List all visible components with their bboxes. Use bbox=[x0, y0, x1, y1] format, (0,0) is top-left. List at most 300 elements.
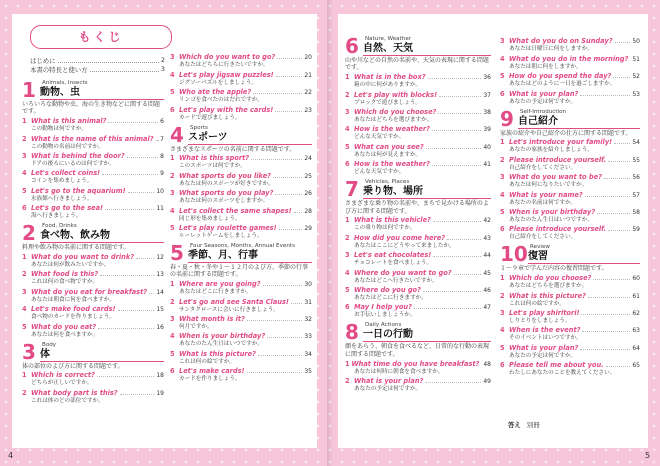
toc-entry[interactable] bbox=[500, 361, 640, 377]
entry-title: Where do you want to go? bbox=[354, 268, 452, 277]
entry-translation: あなたはどこへ行きたいですか。 bbox=[354, 277, 438, 284]
entry-page: 50 bbox=[632, 38, 640, 46]
entry-page: 61 bbox=[632, 292, 640, 300]
leader-dots bbox=[447, 239, 481, 240]
entry-row bbox=[22, 135, 164, 144]
entry-title: How did you come here? bbox=[354, 233, 446, 242]
entry-row bbox=[170, 154, 312, 163]
entry-number: 4 bbox=[500, 326, 505, 335]
entry-number: 1 bbox=[22, 252, 27, 261]
toc-entry[interactable] bbox=[22, 270, 164, 286]
entry-page: 58 bbox=[632, 208, 640, 216]
entry-number: 3 bbox=[22, 151, 27, 160]
entry-row bbox=[170, 350, 312, 359]
toc-entry[interactable] bbox=[345, 73, 491, 89]
entry-title: What is this picture? bbox=[509, 291, 586, 300]
section-number: 4 bbox=[170, 122, 184, 147]
entry-row bbox=[500, 292, 640, 301]
section-number: 6 bbox=[345, 34, 359, 58]
toc-entry[interactable] bbox=[500, 344, 640, 360]
section-description: 家族の紹介や自己紹介の仕方に関する問題です。 bbox=[500, 129, 632, 137]
toc-entry[interactable] bbox=[345, 303, 491, 319]
toc-entry[interactable] bbox=[345, 143, 491, 159]
entry-title: What do you want to be? bbox=[509, 173, 602, 182]
toc-entry[interactable] bbox=[22, 169, 164, 185]
entry-number: 4 bbox=[345, 125, 350, 134]
entry-page: 57 bbox=[632, 191, 640, 199]
toc-entry[interactable] bbox=[22, 187, 164, 203]
entry-page: 20 bbox=[304, 54, 312, 62]
toc-entry[interactable] bbox=[500, 208, 640, 224]
leader-dots bbox=[593, 279, 630, 280]
entry-row bbox=[500, 90, 640, 99]
toc-entry[interactable] bbox=[170, 350, 312, 366]
entry-title: What can you see? bbox=[354, 142, 424, 151]
entry-page: 55 bbox=[632, 156, 640, 164]
toc-entry[interactable] bbox=[170, 106, 312, 122]
entry-page: 47 bbox=[483, 304, 491, 312]
entry-translation: あなたは何時に朝食を食べますか。 bbox=[354, 368, 444, 375]
leader-dots bbox=[120, 394, 155, 395]
entry-number: 2 bbox=[345, 376, 350, 385]
toc-entry[interactable] bbox=[22, 305, 164, 321]
section-underline bbox=[188, 262, 312, 263]
entry-number: 1 bbox=[345, 73, 350, 82]
entry-translation: あなたはここにどうやって来ましたか。 bbox=[354, 242, 455, 249]
entry-title: What sports do you like? bbox=[179, 171, 271, 180]
entry-row bbox=[170, 280, 312, 289]
entry-title: Let's make food cards! bbox=[31, 305, 116, 314]
entry-title: Where do you go? bbox=[354, 285, 421, 294]
toc-entry[interactable] bbox=[170, 315, 312, 331]
section-description: 体の部位のよび方に関する問題です。 bbox=[22, 362, 124, 370]
section-english-title: Self-Introduction bbox=[520, 108, 567, 115]
leader-dots bbox=[58, 56, 159, 63]
leader-dots bbox=[432, 165, 481, 166]
toc-entry[interactable] bbox=[345, 377, 491, 393]
leader-dots bbox=[581, 314, 630, 315]
toc-entry[interactable] bbox=[22, 135, 164, 151]
entry-row bbox=[170, 207, 312, 216]
leader-dots bbox=[118, 310, 155, 311]
entry-row bbox=[500, 274, 640, 283]
entry-title: Who ate the apple? bbox=[179, 88, 252, 97]
entry-row bbox=[22, 288, 164, 297]
entry-number: 3 bbox=[345, 251, 350, 260]
entry-number: 1 bbox=[22, 371, 27, 380]
entry-row bbox=[22, 389, 164, 398]
leader-dots bbox=[606, 366, 631, 367]
toc-entry[interactable] bbox=[500, 55, 640, 71]
entry-number: 5 bbox=[22, 322, 27, 331]
toc-entry[interactable] bbox=[500, 191, 640, 207]
entry-number: 2 bbox=[170, 171, 175, 180]
section-description: １～９章で学んだ内容の復習問題です。 bbox=[500, 265, 608, 273]
intro-row[interactable] bbox=[30, 56, 165, 65]
toc-entry[interactable] bbox=[170, 71, 312, 87]
toc-entry[interactable] bbox=[345, 108, 491, 124]
toc-entry[interactable] bbox=[170, 224, 312, 240]
entry-title: What is in the box? bbox=[354, 73, 426, 82]
entry-translation: あなたは何になりたいですか。 bbox=[509, 182, 588, 189]
entry-number: 3 bbox=[170, 189, 175, 198]
entry-number: 4 bbox=[500, 54, 505, 63]
entry-page: 23 bbox=[304, 106, 312, 114]
entry-row bbox=[170, 224, 312, 233]
entry-row bbox=[500, 191, 640, 200]
section-english-title: Food, Drinks bbox=[42, 223, 77, 230]
entry-title: Let's play with the cards! bbox=[179, 105, 274, 114]
section-number: 2 bbox=[22, 221, 36, 246]
entry-translation: あなたは何が見えますか。 bbox=[354, 151, 422, 158]
entry-translation: ドアの後ろにいるのは何ですか。 bbox=[31, 160, 115, 167]
section-header bbox=[22, 339, 164, 364]
leader-dots bbox=[100, 275, 154, 276]
toc-entry[interactable] bbox=[345, 125, 491, 141]
toc-entry[interactable] bbox=[345, 160, 491, 176]
entry-row bbox=[170, 71, 312, 80]
entry-number: 4 bbox=[22, 305, 27, 314]
toc-entry[interactable] bbox=[500, 309, 640, 325]
leader-dots bbox=[608, 161, 630, 162]
entry-row bbox=[500, 156, 640, 165]
toc-entry[interactable] bbox=[170, 367, 312, 383]
entry-title: Let's go to the sea! bbox=[31, 204, 104, 213]
leader-dots bbox=[608, 230, 630, 231]
entry-number: 2 bbox=[500, 291, 505, 300]
entry-row bbox=[345, 360, 491, 369]
leader-dots bbox=[273, 177, 302, 178]
section-underline bbox=[518, 128, 640, 129]
entry-number: 6 bbox=[170, 105, 175, 114]
entry-number: 2 bbox=[22, 388, 27, 397]
page-number-right: 5 bbox=[645, 451, 651, 460]
entry-title: What do you eat for breakfast? bbox=[31, 287, 148, 296]
entry-title: What month is it? bbox=[179, 314, 245, 323]
toc-entry[interactable] bbox=[500, 292, 640, 308]
toc-entry[interactable] bbox=[170, 280, 312, 296]
entry-row bbox=[22, 187, 164, 196]
entry-title: Which is correct? bbox=[31, 371, 95, 380]
toc-entry[interactable] bbox=[345, 91, 491, 107]
toc-section bbox=[500, 244, 640, 377]
entry-number: 6 bbox=[500, 225, 505, 234]
leader-dots bbox=[597, 213, 630, 214]
entry-translation: サンタクロースに会いに行きましょう。 bbox=[179, 306, 279, 313]
toc-entry[interactable] bbox=[345, 234, 491, 250]
entry-page: 38 bbox=[483, 108, 491, 116]
entry-title: Which do you want to go? bbox=[179, 53, 276, 62]
entry-title: Which do you choose? bbox=[509, 274, 592, 283]
leader-dots bbox=[253, 93, 302, 94]
leader-dots bbox=[267, 337, 302, 338]
toc-entry[interactable] bbox=[500, 326, 640, 342]
entry-page: 30 bbox=[304, 281, 312, 289]
section-underline bbox=[40, 99, 164, 100]
entry-number: 3 bbox=[500, 308, 505, 317]
entry-row bbox=[22, 270, 164, 279]
toc-entry[interactable] bbox=[500, 138, 640, 154]
section-english-title: Sports bbox=[190, 124, 208, 131]
toc-entry[interactable] bbox=[22, 117, 164, 133]
entry-page: 42 bbox=[483, 217, 491, 225]
leader-dots bbox=[258, 355, 302, 356]
entry-title: What is this picture? bbox=[179, 349, 256, 358]
entry-number: 4 bbox=[170, 332, 175, 341]
toc-entry[interactable] bbox=[22, 204, 164, 220]
entry-translation: ブロックで遊びましょう。 bbox=[354, 99, 422, 106]
entry-number: 4 bbox=[170, 70, 175, 79]
entry-translation: これは何の絵ですか。 bbox=[179, 358, 235, 365]
entry-page: 41 bbox=[483, 161, 491, 169]
toc-entry[interactable] bbox=[500, 72, 640, 88]
leader-dots bbox=[439, 96, 481, 97]
entry-page: 9 bbox=[160, 170, 164, 178]
entry-translation: 水族館へ行きましょう。 bbox=[31, 195, 93, 202]
entry-row bbox=[500, 173, 640, 182]
entry-title: Let's play roulette games! bbox=[179, 223, 277, 232]
entry-number: 1 bbox=[22, 117, 27, 126]
entry-title: How do you spend the day? bbox=[509, 72, 612, 81]
toc-entry[interactable] bbox=[22, 389, 164, 405]
toc-section bbox=[170, 240, 312, 383]
entry-number: 6 bbox=[170, 367, 175, 376]
intro-label: 本書の特長と使い方 bbox=[30, 66, 88, 74]
entry-row bbox=[345, 286, 491, 295]
entry-translation: わたしにあなたのことを教えてください。 bbox=[509, 370, 616, 377]
toc-entry[interactable] bbox=[22, 288, 164, 304]
leader-dots bbox=[97, 376, 154, 377]
leader-dots bbox=[279, 229, 303, 230]
toc-entry[interactable] bbox=[170, 207, 312, 223]
toc-entry[interactable] bbox=[500, 90, 640, 106]
entry-title: Where are you going? bbox=[179, 280, 261, 289]
toc-entry[interactable] bbox=[345, 286, 491, 302]
toc-entry[interactable] bbox=[345, 216, 491, 232]
section-title: 乗り物、場所 bbox=[363, 186, 423, 198]
leader-dots bbox=[423, 291, 481, 292]
entry-page: 54 bbox=[632, 139, 640, 147]
entry-number: 2 bbox=[170, 297, 175, 306]
intro-row[interactable] bbox=[30, 65, 165, 74]
entry-translation: 自己紹介をしてください。 bbox=[509, 164, 577, 171]
section-header bbox=[170, 122, 312, 147]
section-header bbox=[345, 36, 491, 56]
entry-title: What is this animal? bbox=[31, 117, 107, 126]
entry-translation: これは何の食べ物ですか。 bbox=[31, 279, 99, 286]
entry-row bbox=[500, 361, 640, 370]
entry-row bbox=[170, 367, 312, 376]
entry-row bbox=[170, 172, 312, 181]
entry-title: How is the weather? bbox=[354, 125, 430, 134]
entry-translation: この動物は何ですか。 bbox=[31, 126, 87, 133]
entry-number: 3 bbox=[170, 53, 175, 62]
toc-entry[interactable] bbox=[170, 88, 312, 104]
toc-entry[interactable] bbox=[500, 173, 640, 189]
section-title: 季節、月、行事 bbox=[188, 249, 258, 261]
entry-title: Let's play jigsaw puzzles! bbox=[179, 70, 274, 79]
entry-translation: 箱の中に何がありますか。 bbox=[354, 82, 422, 89]
entry-translation: このスポーツは何ですか。 bbox=[179, 163, 246, 170]
entry-translation: あなたは何のスポーツが好きですか。 bbox=[179, 180, 274, 187]
section-title: 自己紹介 bbox=[518, 115, 558, 127]
entry-row bbox=[345, 143, 491, 152]
entry-translation: あなたの名前は何ですか。 bbox=[509, 199, 577, 206]
entry-translation: そのイベントはいつですか。 bbox=[509, 335, 582, 342]
leader-dots bbox=[136, 258, 154, 259]
entry-translation: あなたはどちらを選びますか。 bbox=[354, 116, 433, 123]
section-number: 3 bbox=[22, 339, 36, 364]
leader-dots bbox=[432, 130, 481, 131]
leader-dots bbox=[580, 349, 630, 350]
entry-row bbox=[22, 117, 164, 126]
entry-translation: あなたはどちらに行きたいですか。 bbox=[179, 62, 269, 69]
entry-translation: この動物の名前は何ですか。 bbox=[31, 143, 104, 150]
entry-translation: 自己紹介をしてください。 bbox=[509, 234, 577, 241]
entry-row bbox=[170, 88, 312, 97]
leader-dots bbox=[294, 212, 303, 213]
entry-translation: あなたのたん生日はいつですか。 bbox=[179, 341, 263, 348]
entry-translation: リンゴを食べたのはだれですか。 bbox=[179, 97, 263, 104]
section-underline bbox=[363, 55, 491, 56]
toc-entry[interactable] bbox=[345, 269, 491, 285]
toc-entry[interactable] bbox=[500, 274, 640, 290]
entry-number: 1 bbox=[170, 154, 175, 163]
section-number: 7 bbox=[345, 177, 359, 202]
entry-page: 60 bbox=[632, 275, 640, 283]
leader-dots bbox=[433, 221, 481, 222]
toc-entry[interactable] bbox=[170, 53, 312, 69]
entry-translation: あなたの予定は何ですか。 bbox=[509, 352, 577, 359]
section-english-title: Animals, Insects bbox=[42, 80, 88, 86]
entry-page: 59 bbox=[632, 226, 640, 234]
leader-dots bbox=[275, 194, 302, 195]
entry-title: Please tell me about you. bbox=[509, 361, 604, 370]
entry-translation: あなたは何のスポーツをしますか。 bbox=[179, 198, 269, 205]
entry-page: 39 bbox=[483, 126, 491, 134]
entry-row bbox=[500, 208, 640, 217]
entry-row bbox=[345, 108, 491, 117]
toc-entry[interactable] bbox=[170, 332, 312, 348]
entry-translation: あなたの予定は何ですか。 bbox=[354, 385, 422, 392]
toc-entry[interactable] bbox=[170, 298, 312, 314]
toc-section bbox=[500, 106, 640, 242]
toc-entry[interactable] bbox=[22, 323, 164, 339]
section-english-title: Vehicles, Places bbox=[365, 179, 410, 186]
entry-translation: これは何の絵ですか。 bbox=[509, 300, 565, 307]
toc-entry[interactable] bbox=[500, 225, 640, 241]
entry-translation: あなたはどのように一日を過ごしますか。 bbox=[509, 81, 616, 88]
entry-page: 53 bbox=[632, 90, 640, 98]
section-number: 10 bbox=[500, 242, 528, 267]
entry-title: Which do you choose? bbox=[354, 107, 437, 116]
entry-row bbox=[22, 305, 164, 314]
toc-entry[interactable] bbox=[345, 360, 491, 376]
leader-dots bbox=[582, 331, 630, 332]
entry-translation: 食べ物のカードを作りましょう。 bbox=[31, 314, 115, 321]
entry-number: 1 bbox=[170, 280, 175, 289]
entry-number: 4 bbox=[345, 268, 350, 277]
toc-section bbox=[22, 223, 164, 338]
entry-page: 12 bbox=[156, 253, 164, 261]
section-underline bbox=[363, 341, 491, 342]
entry-translation: あなたの予定は何ですか。 bbox=[509, 98, 577, 105]
entry-number: 4 bbox=[170, 206, 175, 215]
section-title: 動物、虫 bbox=[40, 87, 80, 98]
entry-title: Let's collect coins! bbox=[31, 169, 101, 178]
toc-section bbox=[22, 80, 164, 220]
entry-translation: あなたは日曜日に何をしますか。 bbox=[509, 46, 593, 53]
toc-column-4 bbox=[500, 36, 640, 380]
entry-translation: 何月ですか。 bbox=[179, 323, 213, 330]
entry-translation: ルーレットゲームをしましょう。 bbox=[179, 232, 263, 239]
toc-entry[interactable] bbox=[500, 37, 640, 53]
entry-page: 21 bbox=[304, 71, 312, 79]
entry-page: 49 bbox=[483, 377, 491, 385]
toc-entry[interactable] bbox=[170, 154, 312, 170]
leader-dots bbox=[277, 58, 302, 59]
entry-page: 22 bbox=[304, 89, 312, 97]
section-english-title: Daily Actions bbox=[365, 322, 402, 329]
entry-title: Please introduce yourself. bbox=[509, 225, 607, 234]
entry-number: 5 bbox=[500, 207, 505, 216]
page-number-left: 4 bbox=[8, 451, 14, 460]
entry-number: 1 bbox=[345, 359, 350, 368]
toc-entry[interactable] bbox=[22, 371, 164, 387]
section-header bbox=[345, 320, 491, 345]
toc-entry[interactable] bbox=[170, 189, 312, 205]
entry-title: Let's play with blocks! bbox=[354, 90, 438, 99]
entry-translation: どんな天気ですか。 bbox=[354, 134, 405, 141]
section-description: 春・夏・秋・冬や１～１２月のよび方、季節の行事の名前に関する問題です。 bbox=[170, 263, 309, 279]
leader-dots bbox=[438, 113, 481, 114]
toc-entry[interactable] bbox=[22, 152, 164, 168]
leader-dots bbox=[588, 297, 630, 298]
section-number: 8 bbox=[345, 320, 359, 345]
section-description: さまざまな乗り物の名前や、まちで見かける場所のよび方に関する問題です。 bbox=[345, 200, 489, 215]
leader-dots bbox=[102, 174, 158, 175]
toc-entry[interactable] bbox=[345, 251, 491, 267]
leader-dots bbox=[276, 76, 303, 77]
section-header bbox=[22, 80, 164, 100]
entry-row bbox=[170, 189, 312, 198]
section-header bbox=[170, 240, 312, 265]
entry-row bbox=[345, 303, 491, 312]
entry-translation: あなたは何が飲みたいですか。 bbox=[31, 261, 110, 268]
entry-page: 40 bbox=[483, 143, 491, 151]
leader-dots bbox=[90, 65, 159, 72]
section-english-title: Nature, Weather bbox=[365, 36, 412, 42]
entry-number: 2 bbox=[500, 155, 505, 164]
entry-number: 5 bbox=[170, 349, 175, 358]
toc-section bbox=[170, 122, 312, 240]
toc-entry[interactable] bbox=[22, 253, 164, 269]
section-number: 9 bbox=[500, 106, 514, 131]
entry-translation: どんな天気ですか。 bbox=[354, 169, 405, 176]
entry-translation: しりとりをしましょう。 bbox=[509, 317, 571, 324]
leader-dots bbox=[275, 111, 302, 112]
leader-dots bbox=[156, 140, 159, 141]
leader-dots bbox=[426, 148, 482, 149]
leader-dots bbox=[127, 157, 159, 158]
entry-page: 31 bbox=[304, 298, 312, 306]
section-english-title: Four Seasons, Months, Annual Events bbox=[190, 242, 296, 249]
toc-entry[interactable] bbox=[500, 156, 640, 172]
entry-row bbox=[22, 204, 164, 213]
toc-entry[interactable] bbox=[170, 172, 312, 188]
entry-page: 16 bbox=[156, 323, 164, 331]
entry-number: 2 bbox=[22, 270, 27, 279]
